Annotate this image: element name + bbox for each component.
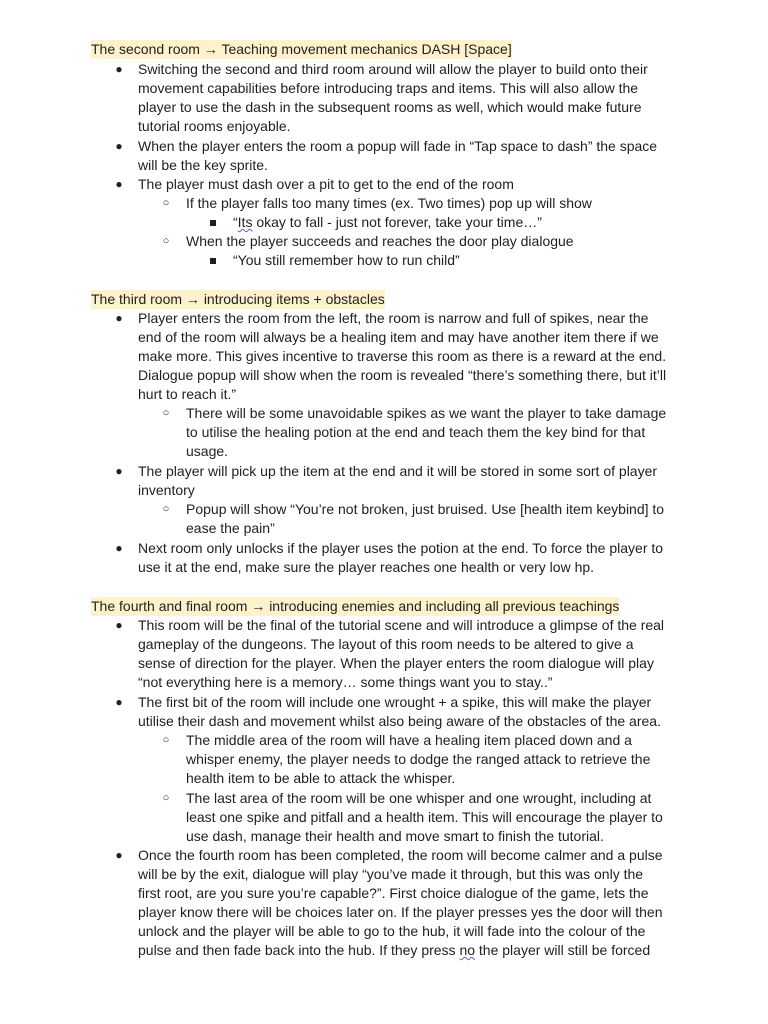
paragraph-line: tutorial rooms enjoyable.	[138, 118, 291, 134]
paragraph-line: hurt to reach it.”	[138, 386, 237, 402]
paragraph-line: This room will be the final of the tutorial scene and will introduce a glimpse of the real	[138, 617, 665, 633]
paragraph-line: Popup will show “You’re not broken, just bruised. Use [health item keybind] to	[186, 501, 665, 517]
text-fragment: pulse and then fade back into the hub. If they press	[138, 942, 460, 958]
paragraph-line: Player enters the room from the left, the room is narrow and full of spikes, near the	[138, 310, 649, 326]
bullet-square	[207, 251, 219, 270]
paragraph-line: The player will pick up the item at the end and it will be stored in some sort of player	[138, 463, 658, 479]
section-heading-fourth-room: The fourth and final room → introducing enemies and including all previous teachings	[91, 598, 620, 614]
bullet-circle: ○	[162, 407, 170, 419]
section-heading-second-room: The second room → Teaching movement mechanics DASH [Space]	[91, 41, 512, 57]
paragraph-line: movement capabilities before introducing traps and items. This will also allow the	[138, 80, 639, 96]
paragraph-line: Next room only unlocks if the player uses the potion at the end. To force the player to	[138, 540, 664, 556]
section-heading-third-room: The third room → introducing items + obstacles	[91, 291, 385, 307]
bullet-disc: ●	[115, 311, 123, 325]
paragraph-line: When the player enters the room a popup will fade in “Tap space to dash” the space	[138, 138, 658, 154]
bullet-circle: ○	[162, 235, 170, 247]
bullet-circle: ○	[162, 734, 170, 746]
bullet-circle: ○	[162, 792, 170, 804]
paragraph-line: health item to be able to attack the whisper.	[186, 770, 456, 786]
paragraph-line: inventory	[138, 482, 195, 498]
paragraph-line: player know there will be choices later on. If the player presses yes the door will then	[138, 904, 663, 920]
paragraph-line: The middle area of the room will have a healing item placed down and a	[186, 732, 632, 748]
text-fragment: the player will still be forced	[475, 942, 651, 958]
paragraph-line: end of the room will always be a healing item and may have another item there if we	[138, 329, 659, 345]
bullet-disc: ●	[115, 62, 123, 76]
paragraph-line: gameplay of the dungeons. The layout of this room needs to be altered to give a	[138, 636, 634, 652]
paragraph-line: make more. This gives incentive to traverse this room as there is a reward at the end.	[138, 348, 667, 364]
bullet-square	[207, 213, 219, 232]
paragraph-line: use dash, manage their health and move smart to finish the tutorial.	[186, 828, 604, 844]
paragraph-line: The last area of the room will be one whisper and one wrought, including at	[186, 790, 652, 806]
paragraph-line: Switching the second and third room around will allow the player to build onto their	[138, 61, 648, 77]
paragraph-line: use it at the end, make sure the player reaches one health or very low hp.	[138, 559, 595, 575]
bullet-disc: ●	[115, 177, 123, 191]
spellcheck-word[interactable]: Its	[237, 214, 253, 230]
bullet-circle: ○	[162, 197, 170, 209]
paragraph-line	[233, 213, 542, 232]
paragraph-line: will be the key sprite.	[138, 157, 268, 173]
paragraph-line: utilise their dash and movement whilst also being aware of the obstacles of the area.	[138, 713, 661, 729]
paragraph-line: player to use the dash in the subsequent rooms as well, which would make future	[138, 99, 642, 115]
spellcheck-word[interactable]: no	[459, 942, 476, 958]
paragraph-line: If the player falls too many times (ex. Two times) pop up will show	[186, 195, 592, 211]
paragraph-line: Once the fourth room has been completed, the room will become calmer and a pulse	[138, 847, 663, 863]
paragraph-line	[138, 941, 650, 960]
paragraph-line: unlock and the player will be able to go to the hub, it will fade into the colour of the	[138, 923, 646, 939]
paragraph-line: usage.	[186, 443, 229, 459]
bullet-disc: ●	[115, 618, 123, 632]
bullet-circle: ○	[162, 503, 170, 515]
text-fragment: “	[233, 214, 238, 230]
paragraph-line: The first bit of the room will include one wrought + a spike, this will make the player	[138, 694, 652, 710]
paragraph-line: “You still remember how to run child”	[233, 252, 460, 268]
paragraph-line: ease the pain”	[186, 520, 275, 536]
paragraph-line: whisper enemy, the player needs to dodge the ranged attack to retrieve the	[186, 751, 651, 767]
bullet-disc: ●	[115, 695, 123, 709]
bullet-disc: ●	[115, 848, 123, 862]
paragraph-line: When the player succeeds and reaches the door play dialogue	[186, 233, 574, 249]
paragraph-line: to utilise the healing potion at the end and teach them the key bind for that	[186, 424, 646, 440]
paragraph-line: “not everything here is a memory… some things want you to stay..”	[138, 674, 553, 690]
text-fragment: okay to fall - just not forever, take your time…”	[252, 214, 542, 230]
paragraph-line: Dialogue popup will show when the room is revealed “there’s something there, but it’ll	[138, 367, 667, 383]
paragraph-line: will be by the exit, dialogue will play “you’ve made it through, but this was only the	[138, 866, 644, 882]
paragraph-line: There will be some unavoidable spikes as we want the player to take damage	[186, 405, 667, 421]
paragraph-line: first root, are you sure you’re capable?”. First choice dialogue of the game, lets the	[138, 885, 649, 901]
bullet-disc: ●	[115, 464, 123, 478]
bullet-disc: ●	[115, 139, 123, 153]
bullet-disc: ●	[115, 541, 123, 555]
paragraph-line: The player must dash over a pit to get to the end of the room	[138, 176, 514, 192]
paragraph-line: least one spike and pitfall and a health item. This will encourage the player to	[186, 809, 663, 825]
paragraph-line: sense of direction for the player. When the player enters the room dialogue will play	[138, 655, 654, 671]
